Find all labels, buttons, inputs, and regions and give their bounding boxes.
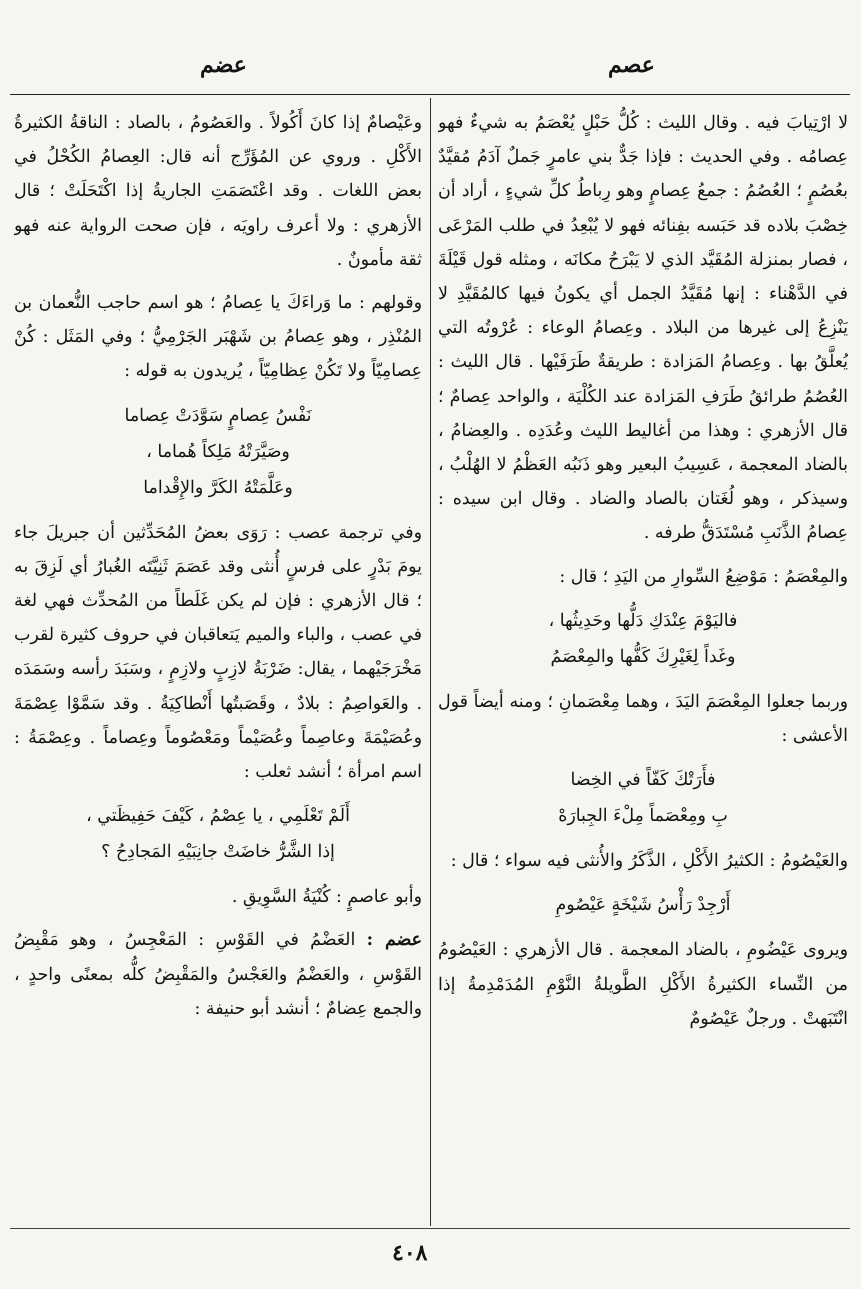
verse-line: أَرْجِدْ رَأْسُ شَيْخَةٍ عَيْصُومِ	[555, 895, 731, 916]
verse-line: نَفْسُ عِصامٍ سَوَّدَتْ عِصاما	[124, 405, 312, 426]
right-column	[438, 106, 848, 1221]
entry-paragraph	[14, 923, 422, 1026]
paragraph: وعَيْصامٌ إذا كانَ أَكُولاً . والعَصُومُ ، بالصاد : الناقةُ الكثيرةُ الأَكْلِ . وروي عن المُؤَرِّج أنه قال: العِصامُ الكُحْلُ في بعض اللغات . وقد اعْتَصَمَتِ الجاريةُ إذا اكْتَحَلَتْ ؛ قال الأزهري : ولا أعرف راويَه ، فإن صحت الرواية عنه فهو ثقة مأمونٌ .	[14, 113, 422, 270]
header-rule	[10, 94, 850, 95]
running-header-left: عضم	[200, 52, 247, 78]
verse-line: وصَيَّرَتْهُ مَلِكاً هُماما ،	[146, 441, 290, 462]
paragraph: لا ارْتِيابَ فيه . وقال الليث : كُلُّ حَبْلٍ يُعْصَمُ به شيءٌ فهو عِصامُه . وفي الحديث : فإذا جَدٌّ بني عامرٍ جَملٌ آدَمُ مُقيَّدٌ بعُصُمٍ ؛ العُصُمُ : جمعُ عِصامٍ وهو رِباطُ كلِّ شيءٍ ، أراد أن خِصْبَ بلاده قد حَبَسه بفِنائه فهو لا يُبْعِدُ في طلب المَرْعَى ، فصار بمنزلة المُقَيَّد الذي لا يَبْرَحُ مكانَه ، ومثله قول قَيْلَةَ في الدَّهْناء : إنها مُقَيَّدُ الجمل أي يكونُ فيها كالمُقَيَّدِ لا يَنْزِعُ إلى غيرها من البلاد . وعِصامُ الوعاء : عُرْوتُه التي يُعلَّقُ بها . وعِصامُ المَزادة : طريقةٌ طَرَفَيْها . قال الليث : العُصُمُ طرائقُ طَرَفِ المَزادة عند الكُلْيَة ، والواحد عِصامٌ ؛ قال الأزهري : وهذا من أغاليط الليث وعُدَدِه . والعِضامُ ، بالضاد المعجمة ، عَسِيبُ البعير وهو ذَنَبُه العَظْمُ لا الهُلْبُ ، وسيذكر ، وهو لُغَتان بالصاد والضاد . وقال ابن سيده : عِصامُ الذَّنَبِ مُسْتَدَقُّ طرفه .	[438, 113, 848, 544]
page-number: ٤٠٨	[392, 1240, 428, 1266]
paragraph: ويروى عَيْضُومِ ، بالضاد المعجمة . قال الأزهري : العَيْصُومُ من النِّساء الكثيرةُ الأَكْلِ الطَّويلةُ النَّوْمِ المُدَمْدِمةُ إذا انْتَبَهتْ . ورجلٌ عَيْصُومٌ	[438, 940, 848, 1029]
verse-line: بِ ومِعْصَماً مِلْءَ الجِبارَهْ	[558, 806, 728, 827]
paragraph: وفي ترجمة عصب : رَوَى بعضُ المُحَدِّثين أن جبريلَ جاء يومَ بَدْرٍ على فرسٍ أُنثى وقد عَصَمَ ثَنِيَّتَه الغُبارُ أي لَزِقَ به ؛ قال الأزهري : فإن لم يكن غَلَطاً من المُحدِّث فهي لغة في عصب ، والباء والميم يَتعاقبان في حروف كثيرة لقرب مَخْرَجَيْهما ، يقال: ضَرْبَةُ لازِبٍ ولازِمٍ ، وسَبَدَ رأسه وسَمَدَه . والعَواصِمُ : بلادٌ ، وقَصَبتُها أَنْطاكِيَةُ . وقد سَمَّوْا عِصْمَةَ وعُصَيْمَةَ وعاصِماً وعُصَيْماً ومَعْصُوماً وعِصاماً . وعِصْمَةُ : اسم امرأة ؛ أنشد ثعلب :	[14, 522, 422, 783]
verse-line: إذا الشَّرُّ خاضَتْ جانِبَيْهِ المَجادِحُ ؟	[101, 842, 335, 863]
verse	[438, 603, 848, 675]
verse	[438, 887, 848, 923]
entry-headword: عضم :	[366, 930, 422, 951]
entry-text: العَضْمُ في القَوْسِ : المَعْجِسُ ، وهو مَقْبِضُ القَوْسِ ، والعَضْمُ والعَجْسُ والمَقْبِضُ كلُّه بمعنًى واحدٍ ، والجمع عِضامٌ ؛ أنشد أبو حنيفة :	[14, 930, 422, 1019]
verse	[14, 398, 422, 506]
left-column	[14, 106, 422, 1221]
verse	[438, 762, 848, 834]
verse-line: فأَرَتْكَ كَفّاً في الخِضا	[570, 770, 716, 791]
paragraph: والمِعْصَمُ : مَوْضِعُ السِّوارِ من اليَدِ ؛ قال :	[559, 566, 848, 587]
paragraph: والعَيْصُومُ : الكثيرُ الأَكْلِ ، الذَّكَرُ والأُنثى فيه سواء ؛ قال :	[450, 851, 848, 872]
paragraph: وربما جعلوا المِعْصَمَ اليَدَ ، وهما مِعْصَمانِ ؛ ومنه أيضاً قول الأعشى :	[438, 691, 848, 747]
verse-line: أَلَمْ تَعْلَمِي ، يا عِصْمُ ، كَيْفَ حَفِيظَتي ،	[86, 806, 350, 827]
verse-line: فاليَوْمَ عِنْدَكِ دَلُّها وحَدِيثُها ،	[548, 610, 738, 631]
verse-line: وغَداً لِغَيْرِكَ كَفُّها والمِعْصَمُ	[550, 646, 736, 667]
paragraph: وأبو عاصمٍ : كُنْيَةُ السَّوِيقِ .	[231, 887, 422, 908]
column-divider	[430, 98, 431, 1226]
running-header-right: عصم	[608, 52, 655, 78]
paragraph: وقولهم : ما وَراءَكَ يا عِصامُ ؛ هو اسم حاجب النُّعمان بن المُنْذِر ، وهو عِصامُ بن شَهْبَر الجَرْمِيُّ ؛ وفي المَثَل : كُنْ عِصامِيّاً ولا تَكُنْ عِظامِيّاً ، يُريدون به قوله :	[14, 293, 422, 382]
footer-rule	[10, 1228, 850, 1229]
verse	[14, 798, 422, 870]
verse-line: وعَلَّمَتْهُ الكَرَّ والإِقْداما	[143, 477, 293, 498]
